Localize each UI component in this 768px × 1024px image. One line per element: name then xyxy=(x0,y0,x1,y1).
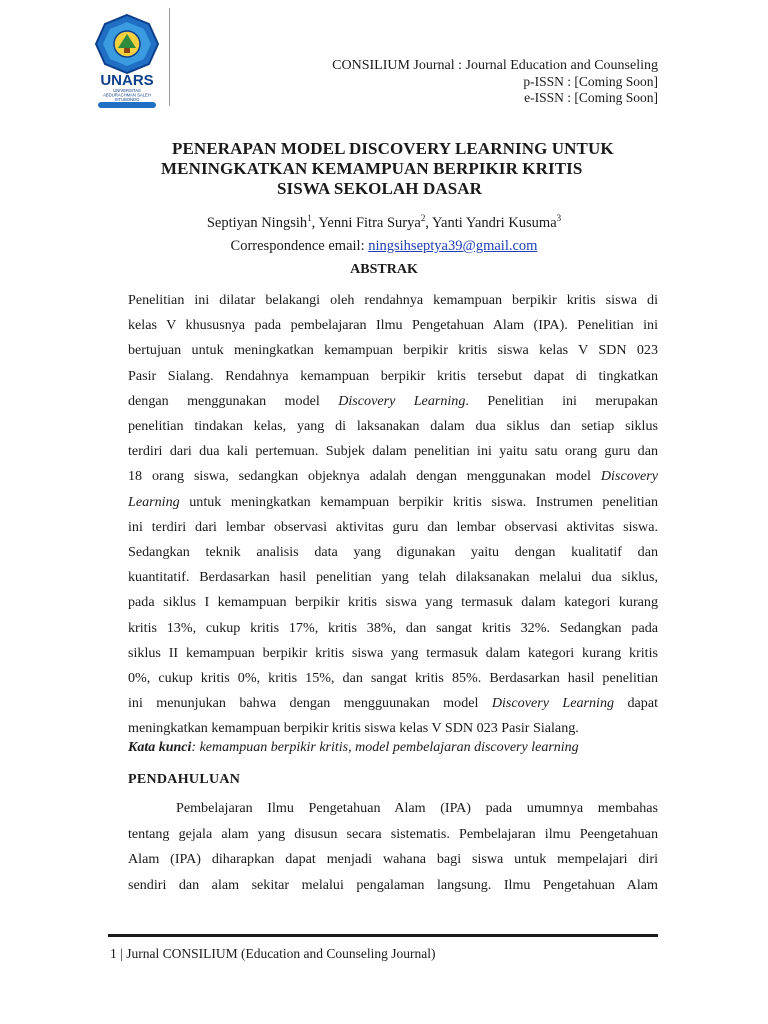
university-logo xyxy=(88,12,166,108)
abstract-line: terdiri dari dua kali pertemuan. Subjek dalam penelitian ini yaitu satu orang guru dan xyxy=(128,443,658,460)
correspondence-line xyxy=(0,238,768,255)
introduction-body xyxy=(128,796,658,898)
e-issn: e-ISSN : [Coming Soon] xyxy=(524,90,658,105)
svg-text:UNARS: UNARS xyxy=(100,72,154,89)
paper-title xyxy=(150,139,660,199)
author-separator: , xyxy=(311,214,319,231)
author-name: Yanti Yandri Kusuma xyxy=(432,214,557,231)
abstract-line: 0%, cukup kritis 0%, kritis 15%, dan sangat kritis 85%. Berdasarkan hasil penelitian xyxy=(128,670,658,687)
paragraph-line: sendiri dan alam sekitar melalui pengalaman langsung. Ilmu Pengetahuan Alam xyxy=(128,876,658,893)
affiliation-mark: 1 xyxy=(307,213,312,223)
abstract-line: meningkatkan kemampuan berpikir kritis siswa kelas V SDN 023 Pasir Sialang. xyxy=(128,720,579,737)
abstract-line: penelitian tindakan kelas, yang di laksanakan dalam dua siklus dan setiap siklus xyxy=(128,418,658,435)
abstract-line: kritis 13%, cukup kritis 17%, kritis 38%, dan sangat kritis 32%. Sedangkan pada xyxy=(128,619,658,636)
unars-emblem-icon xyxy=(88,12,166,108)
journal-name: CONSILIUM Journal : Journal Education and Counseling xyxy=(332,58,658,73)
abstract-line: Penelitian ini dilatar belakangi oleh rendahnya kemampuan berpikir kritis siswa di xyxy=(128,292,658,308)
author-name: Yenni Fitra Surya xyxy=(318,214,421,231)
abstract-line: kelas V khususnya pada pembelajaran Ilmu Pengetahuan Alam (IPA). Penelitian ini xyxy=(128,317,658,334)
abstract-line: 18 orang siswa, sedangkan objeknya adalah dengan menggunakan model Discovery xyxy=(128,468,658,485)
author-name: Septiyan Ningsih xyxy=(206,214,308,231)
abstract-line: siklus II kemampuan berpikir kritis siswa yang termasuk dalam kategori kurang kritis xyxy=(128,644,658,661)
svg-text:ABDURACHMAN SALEH: ABDURACHMAN SALEH xyxy=(103,92,151,98)
paragraph-line: tentang gejala alam yang disusun secara sistematis. Pembelajaran ilmu Peengetahuan xyxy=(128,825,658,842)
abstract-line: Learning untuk meningkatkan kemampuan berpikir kritis siswa. Instrumen penelitian xyxy=(128,493,658,510)
abstract-heading: ABSTRAK xyxy=(350,262,418,277)
header-divider xyxy=(169,8,170,106)
abstract-line: ini terdiri dari lembar observasi aktivitas guru dan lembar observasi aktivitas siswa. xyxy=(128,518,658,535)
abstract-line: Sedangkan teknik analisis data yang digunakan yaitu dengan kualitatif dan xyxy=(128,544,658,561)
svg-text:UNIVERSITAS: UNIVERSITAS xyxy=(113,88,141,93)
journal-header xyxy=(332,58,658,106)
title-line: SISWA SEKOLAH DASAR xyxy=(277,179,483,198)
author-separator: , xyxy=(425,214,433,231)
title-line: MENINGKATKAN KEMAMPUAN BERPIKIR KRITIS xyxy=(161,159,583,178)
correspondence-label: Correspondence email: xyxy=(230,238,369,254)
paragraph-line: Pembelajaran Ilmu Pengetahuan Alam (IPA) pada umumnya membahas xyxy=(176,800,658,816)
affiliation-mark: 2 xyxy=(420,213,426,223)
p-issn: p-ISSN : [Coming Soon] xyxy=(523,74,658,89)
svg-text:SITUBONDO: SITUBONDO xyxy=(114,97,140,102)
abstract-line: dengan menggunakan model Discovery Learning. Penelitian ini merupakan xyxy=(128,392,658,409)
correspondence-email-link[interactable]: ningsihseptya39@gmail.com xyxy=(368,238,538,254)
keywords xyxy=(128,740,668,756)
section-heading: PENDAHULUAN xyxy=(128,772,241,787)
abstract-line: Pasir Sialang. Rendahnya kemampuan berpikir kritis tersebut dapat di tingkatkan xyxy=(128,367,658,384)
abstract-line: pada siklus I kemampuan berpikir kritis siswa yang termasuk dalam kategori kurang xyxy=(128,594,658,611)
author-list xyxy=(0,213,768,232)
abstract-line: bertujuan untuk meningkatkan kemampuan berpikir kritis siswa kelas V SDN 023 xyxy=(128,342,658,359)
keywords-label: Kata kunci xyxy=(128,740,192,755)
footer-divider xyxy=(108,934,658,937)
paragraph-line: Alam (IPA) diharapkan dapat menjadi wahana bagi siswa untuk mempelajari diri xyxy=(128,851,658,868)
abstract-line: ini menunjukan bahwa dengan mengguunakan model Discovery Learning dapat xyxy=(128,695,658,712)
keywords-text: : kemampuan berpikir kritis, model pembelajaran discovery learning xyxy=(191,740,579,755)
abstract-body xyxy=(128,288,658,742)
title-line: PENERAPAN MODEL DISCOVERY LEARNING UNTUK xyxy=(172,139,614,158)
affiliation-mark: 3 xyxy=(556,213,562,223)
abstract-line: kuantitatif. Berdasarkan hasil penelitian yang telah dilaksanakan melalui dua siklus, xyxy=(128,569,658,586)
page-footer: 1 | Jurnal CONSILIUM (Education and Counseling Journal) xyxy=(110,946,436,961)
